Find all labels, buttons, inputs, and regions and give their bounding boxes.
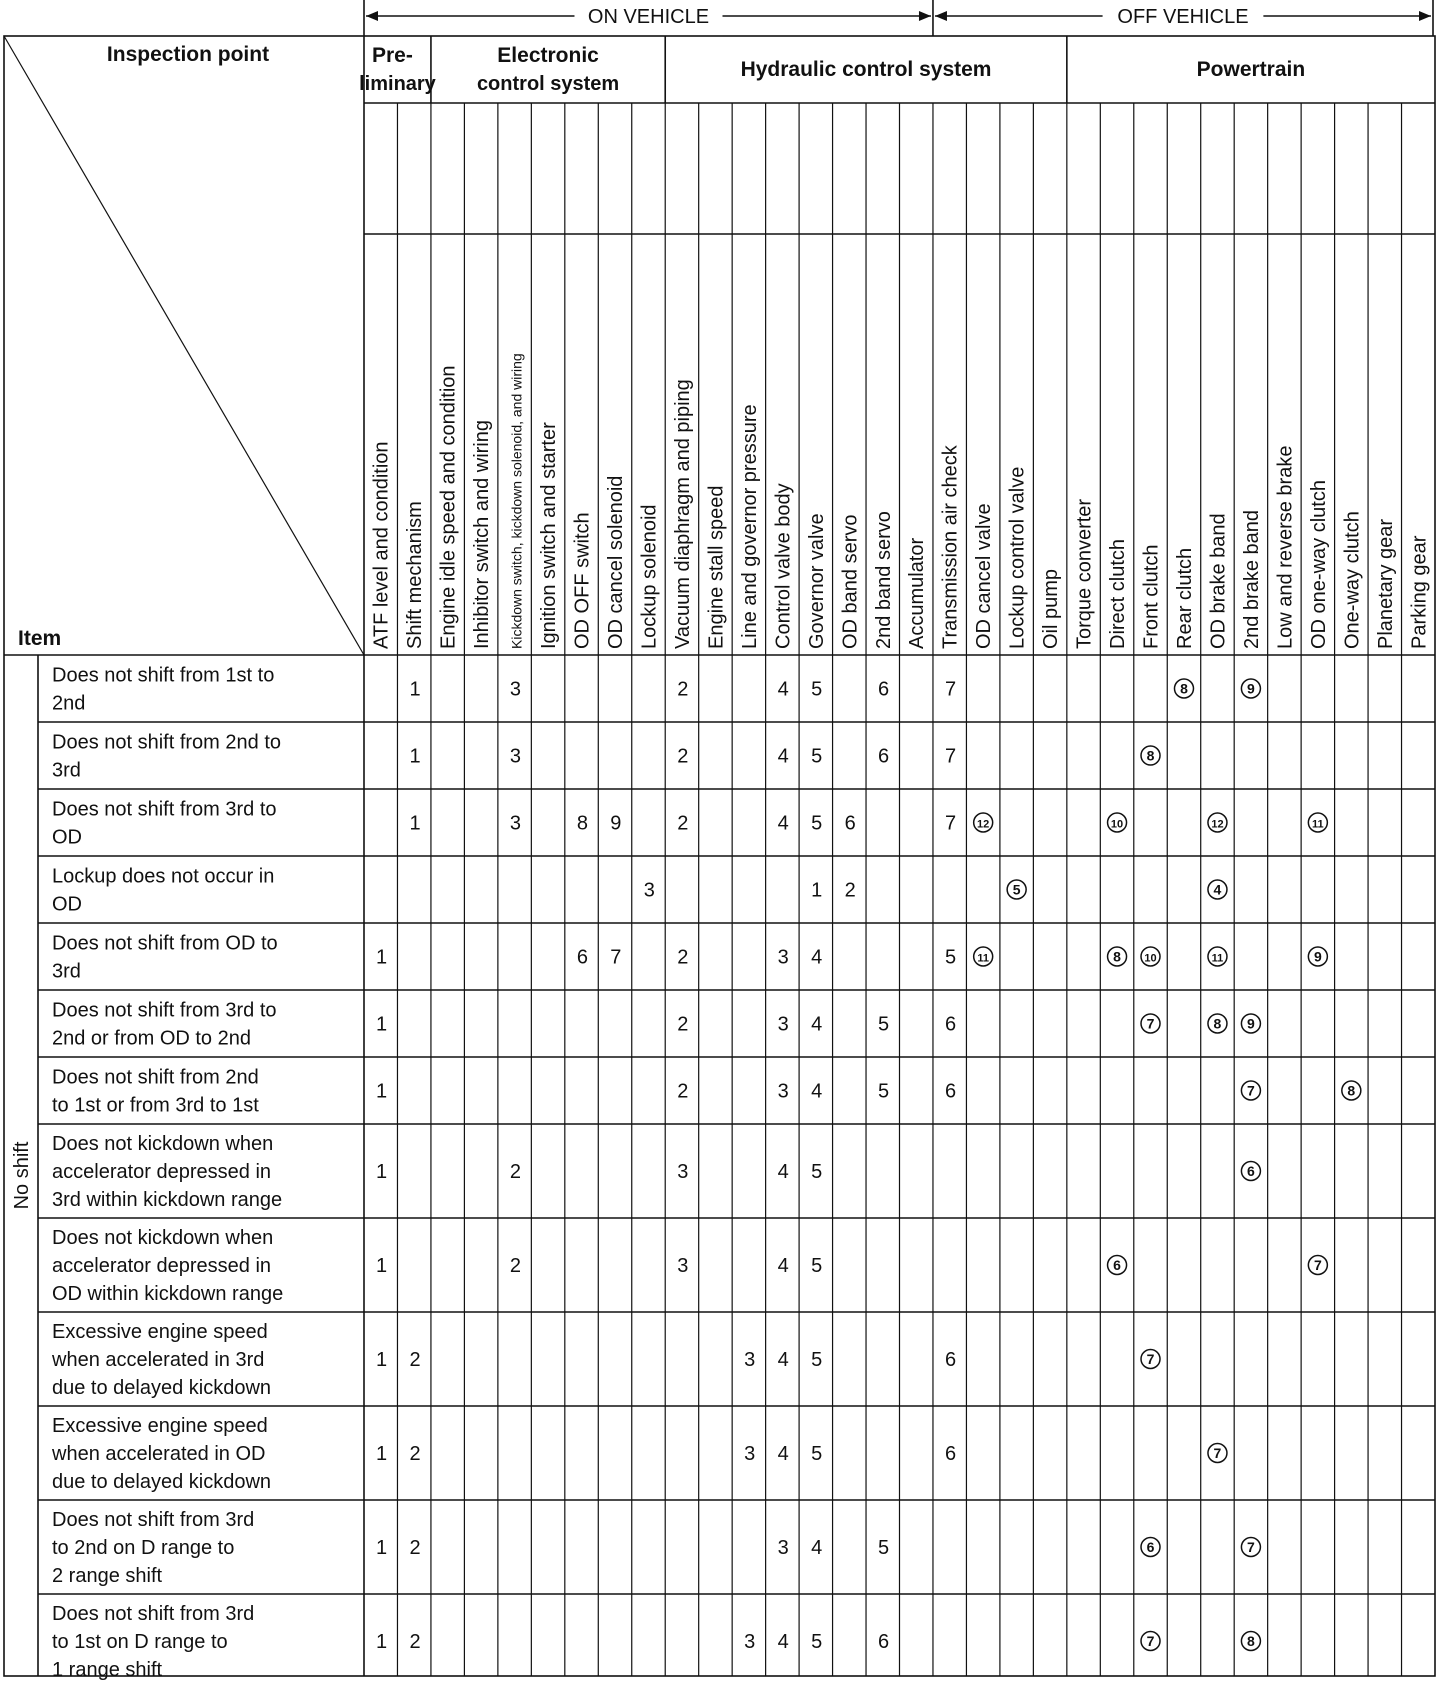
cell-value: 3 xyxy=(643,879,655,902)
cell-value: 3 xyxy=(777,1080,789,1103)
row-item-label: Does not kickdown when xyxy=(52,1133,274,1155)
cell-value: 7 xyxy=(1247,1539,1255,1555)
row-item-label: OD within kickdown range xyxy=(52,1283,284,1305)
cell-value: 5 xyxy=(811,678,823,701)
cell-value: 4 xyxy=(777,812,789,835)
cell-value: 6 xyxy=(878,1631,890,1653)
cell-value: 2 xyxy=(677,1013,689,1036)
cell-value: 2 xyxy=(509,1255,521,1277)
inspection-point-label: Inspection point xyxy=(106,43,270,66)
cell-value: 7 xyxy=(944,678,957,701)
cell-value: 1 xyxy=(376,1080,388,1103)
column-label-14: OD band servo xyxy=(839,514,862,649)
row-item-label: 3rd within kickdown range xyxy=(52,1189,283,1211)
column-label-1: Shift mechanism xyxy=(404,501,427,649)
cell-value: 7 xyxy=(1146,1351,1155,1367)
cell-value: 4 xyxy=(811,946,823,969)
row-item-label: due to delayed kickdown xyxy=(52,1471,272,1493)
cell-value: 4 xyxy=(1213,881,1222,898)
cell-value: 6 xyxy=(844,812,856,835)
row-item-label: Does not shift from OD to xyxy=(52,932,278,955)
cell-value: 3 xyxy=(744,1443,756,1465)
cell-value: 5 xyxy=(811,812,823,835)
column-label-30: Planetary gear xyxy=(1374,518,1397,649)
group-label: control system xyxy=(476,73,620,95)
cell-value: 4 xyxy=(811,1013,823,1036)
column-label-0: ATF level and condition xyxy=(370,441,393,649)
cell-value: 1 xyxy=(376,1631,388,1653)
cell-value: 3 xyxy=(777,946,789,969)
cell-value: 4 xyxy=(777,1631,789,1653)
off-vehicle-arrow-left xyxy=(935,11,947,21)
cell-value: 8 xyxy=(1247,1633,1255,1649)
column-label-11: Line and governor pressure xyxy=(738,404,761,649)
cell-value: 8 xyxy=(1180,680,1188,697)
cell-value: 3 xyxy=(677,1161,689,1183)
row-item-label: due to delayed kickdown xyxy=(52,1377,272,1399)
cell-value: 1 xyxy=(376,1013,388,1036)
column-label-5: Ignition switch and starter xyxy=(538,422,561,649)
cell-value: 1 xyxy=(376,1443,388,1465)
cell-value: 2 xyxy=(677,678,689,701)
cell-value: 2 xyxy=(677,1080,689,1103)
cell-value: 4 xyxy=(777,1349,789,1371)
cell-value: 6 xyxy=(944,1013,957,1036)
cell-value: 7 xyxy=(610,946,622,969)
row-item-label: 2 range shift xyxy=(52,1565,163,1587)
cell-value: 1 xyxy=(409,812,421,835)
row-item-label: when accelerated in OD xyxy=(52,1443,266,1465)
row-item-label: when accelerated in 3rd xyxy=(52,1349,265,1371)
column-label-21: Torque converter xyxy=(1073,498,1096,649)
cell-value: 8 xyxy=(1347,1082,1356,1099)
column-label-28: OD one-way clutch xyxy=(1307,480,1330,649)
row-item-label: 2nd or from OD to 2nd xyxy=(52,1027,251,1050)
column-label-24: Rear clutch xyxy=(1173,547,1196,649)
column-label-6: OD OFF switch xyxy=(571,512,594,649)
row-item-label: accelerator depressed in xyxy=(52,1161,272,1183)
row-item-label: Does not shift from 3rd to xyxy=(52,798,277,821)
cell-value: 6 xyxy=(878,745,890,768)
cell-value: 2 xyxy=(844,879,856,902)
cell-value: 6 xyxy=(944,1080,957,1103)
off-vehicle-label: OFF VEHICLE xyxy=(1117,6,1249,28)
cell-value: 5 xyxy=(811,1349,823,1371)
column-label-16: Accumulator xyxy=(906,537,929,649)
row-item-label: Does not shift from 2nd to xyxy=(52,731,282,754)
item-label: Item xyxy=(18,627,62,650)
column-label-26: 2nd brake band xyxy=(1240,509,1263,649)
column-label-7: OD cancel solenoid xyxy=(605,475,628,649)
cell-value: 2 xyxy=(677,745,689,768)
row-item-label: OD xyxy=(52,893,82,916)
row-item-label: Lockup does not occur in xyxy=(52,865,275,888)
cell-value: 9 xyxy=(1247,680,1255,697)
cell-value: 3 xyxy=(677,1255,689,1277)
cell-value: 9 xyxy=(1247,1015,1255,1032)
cell-value: 6 xyxy=(576,946,588,969)
side-label: No shift xyxy=(11,1141,33,1210)
cell-value: 3 xyxy=(509,812,521,835)
cell-value: 8 xyxy=(1213,1015,1222,1032)
column-label-8: Lockup solenoid xyxy=(638,504,661,649)
cell-value: 11 xyxy=(1211,952,1224,965)
column-label-29: One-way clutch xyxy=(1341,511,1364,649)
row-item-label: Does not shift from 3rd to xyxy=(52,999,277,1022)
cell-value: 4 xyxy=(777,1443,789,1465)
cell-value: 11 xyxy=(977,952,989,965)
cell-value: 1 xyxy=(409,678,421,701)
row-item-label: 2nd xyxy=(52,692,86,715)
cell-value: 4 xyxy=(777,1255,789,1277)
column-label-4: Kickdown switch, kickdown solenoid, and wiring xyxy=(508,353,525,649)
cell-value: 11 xyxy=(1312,818,1324,831)
cell-value: 9 xyxy=(610,812,622,835)
cell-value: 7 xyxy=(1146,1015,1155,1032)
cell-value: 1 xyxy=(376,1537,388,1559)
group-label: Hydraulic control system xyxy=(740,58,992,81)
cell-value: 6 xyxy=(1247,1163,1255,1179)
cell-value: 8 xyxy=(1146,747,1155,764)
column-label-19: Lockup control valve xyxy=(1006,466,1029,649)
cell-value: 4 xyxy=(777,678,789,701)
cell-value: 1 xyxy=(376,1161,388,1183)
cell-value: 4 xyxy=(811,1080,823,1103)
group-label: liminary xyxy=(359,73,436,95)
row-item-label: Does not shift from 3rd xyxy=(52,1603,255,1625)
column-label-12: Control valve body xyxy=(772,483,795,649)
header-diagonal xyxy=(4,36,364,655)
on-vehicle-arrow-left xyxy=(366,11,378,21)
cell-value: 1 xyxy=(376,1349,388,1371)
column-label-20: Oil pump xyxy=(1040,568,1063,649)
cell-value: 1 xyxy=(409,745,421,768)
cell-value: 3 xyxy=(509,745,521,768)
off-vehicle-arrow-right xyxy=(1419,11,1431,21)
row-item-label: 3rd xyxy=(52,960,81,983)
column-label-31: Parking gear xyxy=(1408,535,1431,649)
cell-value: 4 xyxy=(811,1537,823,1559)
cell-value: 6 xyxy=(944,1349,957,1371)
cell-value: 5 xyxy=(811,1255,823,1277)
cell-value: 8 xyxy=(1113,948,1121,965)
cell-value: 3 xyxy=(777,1537,789,1559)
cell-value: 1 xyxy=(811,879,823,902)
row-item-label: 3rd xyxy=(52,759,81,782)
cell-value: 5 xyxy=(811,1631,823,1653)
column-label-9: Vacuum diaphragm and piping xyxy=(671,379,694,649)
cell-value: 7 xyxy=(944,812,957,835)
row-item-label: to 1st or from 3rd to 1st xyxy=(52,1094,259,1117)
row-item-label: Excessive engine speed xyxy=(52,1321,268,1343)
cell-value: 7 xyxy=(1146,1633,1155,1649)
cell-value: 2 xyxy=(409,1631,421,1653)
row-item-label: Does not shift from 1st to xyxy=(52,664,275,687)
row-item-label: OD xyxy=(52,826,82,849)
column-label-25: OD brake band xyxy=(1207,513,1230,649)
cell-value: 2 xyxy=(409,1537,421,1559)
cell-value: 5 xyxy=(878,1013,890,1036)
row-item-label: 1 range shift xyxy=(52,1659,163,1680)
row-item-label: to 1st on D range to xyxy=(52,1631,228,1653)
cell-value: 6 xyxy=(1146,1539,1155,1555)
column-label-3: Inhibitor switch and wiring xyxy=(471,420,494,649)
cell-value: 7 xyxy=(944,745,957,768)
cell-value: 5 xyxy=(1012,881,1021,898)
group-label: Pre- xyxy=(372,44,413,67)
cell-value: 12 xyxy=(1211,818,1224,831)
cell-value: 9 xyxy=(1313,948,1322,965)
cell-value: 1 xyxy=(376,1255,388,1277)
cell-value: 8 xyxy=(576,812,588,835)
cell-value: 3 xyxy=(777,1013,789,1036)
group-label: Powertrain xyxy=(1196,58,1306,81)
cell-value: 7 xyxy=(1213,1445,1222,1461)
column-label-17: Transmission air check xyxy=(939,445,962,649)
cell-value: 5 xyxy=(878,1080,890,1103)
cell-value: 3 xyxy=(744,1631,756,1653)
cell-value: 5 xyxy=(811,745,823,768)
cell-value: 2 xyxy=(677,946,689,969)
row-item-label: to 2nd on D range to xyxy=(52,1537,235,1559)
row-item-label: Does not shift from 2nd xyxy=(52,1066,259,1089)
cell-value: 3 xyxy=(509,678,521,701)
row-item-label: Excessive engine speed xyxy=(52,1415,268,1437)
on-vehicle-label: ON VEHICLE xyxy=(587,6,710,28)
cell-value: 10 xyxy=(1144,952,1157,965)
cell-value: 5 xyxy=(811,1443,823,1465)
cell-value: 2 xyxy=(409,1443,421,1465)
group-label: Electronic xyxy=(497,44,599,67)
cell-value: 6 xyxy=(878,678,890,701)
column-label-2: Engine idle speed and condition xyxy=(437,365,460,649)
column-label-10: Engine stall speed xyxy=(705,485,728,649)
cell-value: 2 xyxy=(509,1161,521,1183)
row-item-label: Does not shift from 3rd xyxy=(52,1509,255,1531)
cell-value: 5 xyxy=(878,1537,890,1559)
cell-value: 4 xyxy=(777,1161,789,1183)
cell-value: 2 xyxy=(409,1349,421,1371)
cell-value: 6 xyxy=(944,1443,957,1465)
cell-value: 4 xyxy=(777,745,789,768)
cell-value: 7 xyxy=(1247,1082,1255,1099)
column-label-13: Governor valve xyxy=(805,513,828,649)
cell-value: 10 xyxy=(1110,818,1124,831)
column-label-15: 2nd band servo xyxy=(872,511,895,649)
cell-value: 6 xyxy=(1113,1257,1121,1273)
cell-value: 1 xyxy=(376,946,388,969)
column-label-23: Front clutch xyxy=(1140,544,1163,649)
column-label-27: Low and reverse brake xyxy=(1274,445,1297,649)
row-item-label: Does not kickdown when xyxy=(52,1227,274,1249)
cell-value: 12 xyxy=(977,818,990,831)
on-vehicle-arrow-right xyxy=(919,11,931,21)
row-item-label: accelerator depressed in xyxy=(52,1255,272,1277)
cell-value: 2 xyxy=(677,812,689,835)
column-label-18: OD cancel valve xyxy=(973,503,996,649)
cell-value: 5 xyxy=(944,946,957,969)
cell-value: 5 xyxy=(811,1161,823,1183)
cell-value: 7 xyxy=(1313,1257,1322,1273)
cell-value: 3 xyxy=(744,1349,756,1371)
column-label-22: Direct clutch xyxy=(1107,538,1130,649)
